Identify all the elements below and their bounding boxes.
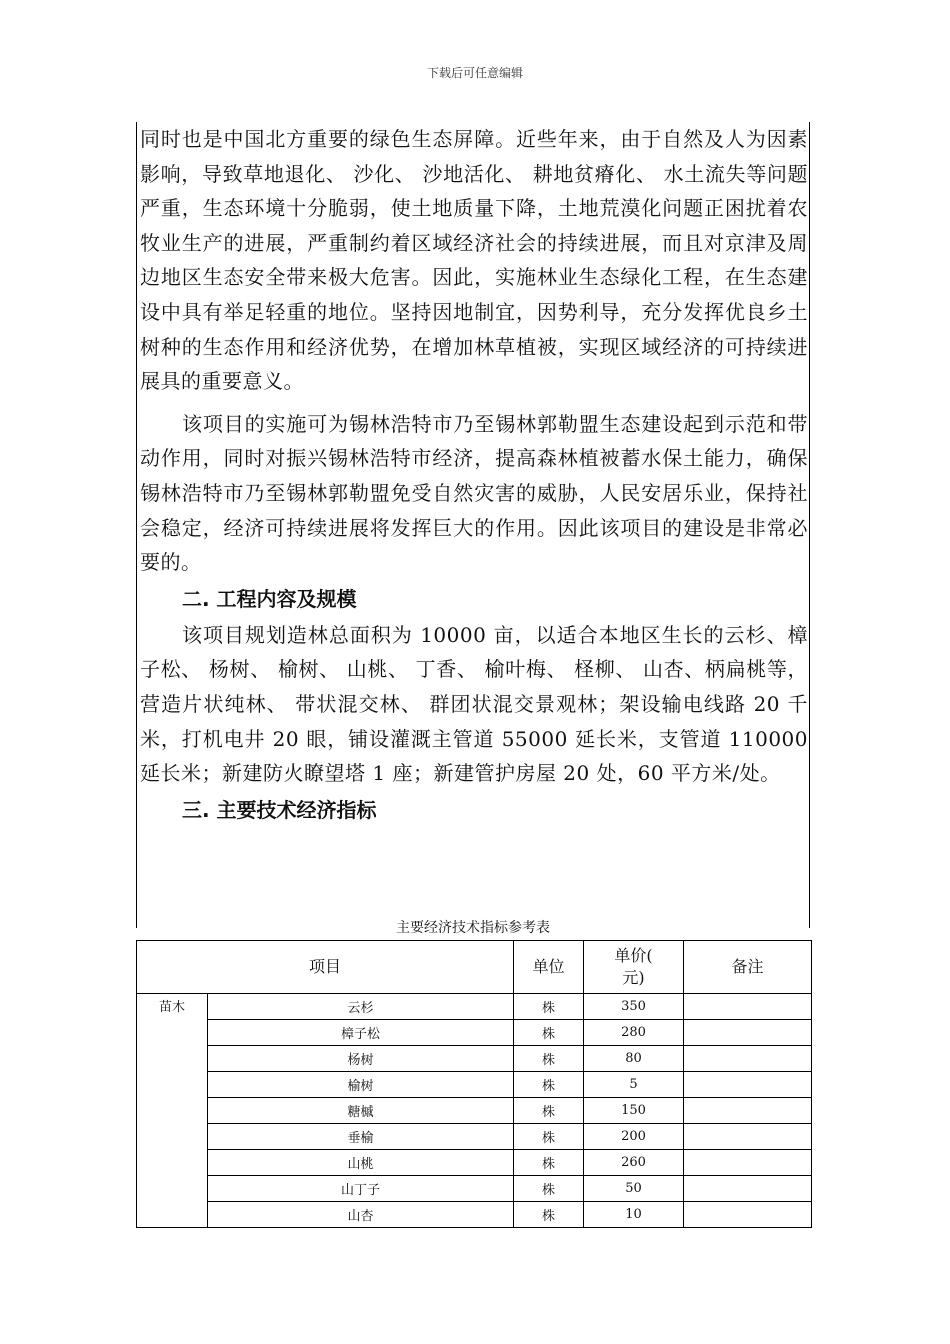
row-price: 50: [584, 1176, 684, 1202]
table-row: [137, 1150, 812, 1176]
row-unit: 株: [514, 1150, 584, 1176]
row-note: [684, 1046, 812, 1072]
table-row: [137, 1124, 812, 1150]
paragraph-significance: 该项目的实施可为锡林浩特市乃至锡林郭勒盟生态建设起到示范和带动作用，同时对振兴锡林浩特市经济，提高森林植被蓄水保土能力，确保锡林浩特市乃至锡林郭勒盟免受自然灾害的威胁，人民安居乐业，保持社会稳定，经济可持续进展将发挥巨大的作用。因此该项目的建设是非常必要的。: [140, 411, 808, 575]
indicator-table: [136, 940, 812, 1228]
table-row: [137, 1098, 812, 1124]
row-unit: 株: [514, 1072, 584, 1098]
header-item: 项目: [137, 941, 514, 994]
header-price-line2: 元): [622, 968, 645, 987]
row-unit: 株: [514, 1020, 584, 1046]
row-unit: 株: [514, 1176, 584, 1202]
table-row: [137, 1072, 812, 1098]
row-unit: 株: [514, 1124, 584, 1150]
row-price: 5: [584, 1072, 684, 1098]
table-row: [137, 994, 812, 1020]
row-note: [684, 994, 812, 1020]
document-body: [140, 122, 815, 829]
header-unit: 单位: [514, 941, 584, 994]
row-note: [684, 1202, 812, 1228]
category-cell: 苗木: [137, 994, 208, 1228]
row-note: [684, 1150, 812, 1176]
row-price: 200: [584, 1124, 684, 1150]
row-name: 山桃: [208, 1150, 514, 1176]
section-heading-indicators: 三. 主要技术经济指标: [182, 797, 377, 822]
paragraph-scope: 该项目规划造林总面积为 10000 亩，以适合本地区生长的云杉、樟子松、 杨树、 榆树、 山桃、 丁香、 榆叶梅、 柽柳、 山杏、柄扁桃等，营造片状纯林、 带状混交林、 群团状混交景观林；架设输电线路 20 千米，打机电井 20 眼，铺设灌溉主管道 55000 延长米，支管道 110000 延长米；新建防火瞭望塔 1 座；新建管护房屋 20 处，60 平方米/处。: [140, 622, 815, 786]
table-row: [137, 1202, 812, 1228]
row-note: [684, 1072, 812, 1098]
row-unit: 株: [514, 1202, 584, 1228]
table-row: [137, 1046, 812, 1072]
row-note: [684, 1124, 812, 1150]
row-name: 榆树: [208, 1072, 514, 1098]
row-price: 150: [584, 1098, 684, 1124]
row-name: 山杏: [208, 1202, 514, 1228]
row-unit: 株: [514, 1046, 584, 1072]
row-name: 杨树: [208, 1046, 514, 1072]
row-note: [684, 1020, 812, 1046]
table-caption: 主要经济技术指标参考表: [396, 920, 550, 936]
row-name: 樟子松: [208, 1020, 514, 1046]
row-unit: 株: [514, 994, 584, 1020]
row-unit: 株: [514, 1098, 584, 1124]
page-header-note: 下载后可任意编辑: [426, 66, 523, 80]
row-price: 350: [584, 994, 684, 1020]
row-price: 80: [584, 1046, 684, 1072]
header-price: [584, 941, 684, 994]
table-header-row: [137, 941, 812, 994]
row-price: 280: [584, 1020, 684, 1046]
header-note: 备注: [684, 941, 812, 994]
header-price-line1: 单价(: [614, 946, 653, 965]
row-name: 垂榆: [208, 1124, 514, 1150]
row-name: 云杉: [208, 994, 514, 1020]
row-note: [684, 1098, 812, 1124]
row-price: 260: [584, 1150, 684, 1176]
row-price: 10: [584, 1202, 684, 1228]
row-name: 山丁子: [208, 1176, 514, 1202]
table-row: [137, 1020, 812, 1046]
table-row: [137, 1176, 812, 1202]
section-heading-scope: 二. 工程内容及规模: [182, 586, 357, 611]
row-name: 糖槭: [208, 1098, 514, 1124]
row-note: [684, 1176, 812, 1202]
paragraph-background: 同时也是中国北方重要的绿色生态屏障。近些年来，由于自然及人为因素影响，导致草地退化、 沙化、 沙地活化、 耕地贫瘠化、 水土流失等问题严重，生态环境十分脆弱，使土地质量下降，土地荒漠化问题正困扰着农牧业生产的进展，严重制约着区域经济社会的持续进展，而且对京津及周边地区生态安全带来极大危害。因此，实施林业生态绿化工程，在生态建设中具有举足轻重的地位。坚持因地制宜，因势利导，充分发挥优良乡土树种的生态作用和经济优势，在增加林草植被，实现区域经济的可持续进展具的重要意义。: [140, 127, 808, 394]
